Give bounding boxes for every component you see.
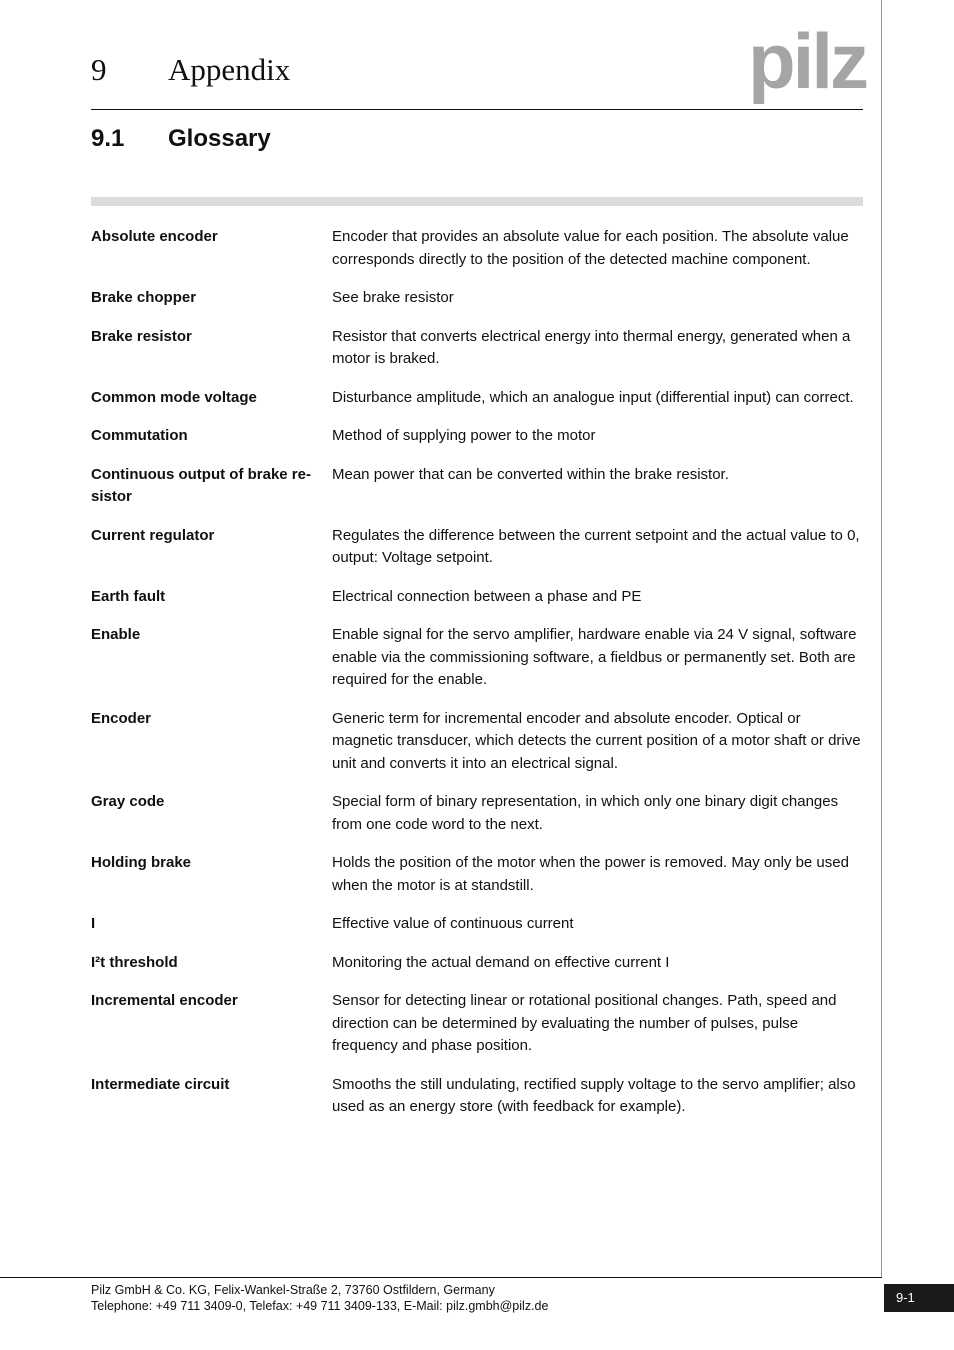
glossary-term: I²t threshold: [91, 953, 178, 971]
glossary-entry: [91, 1074, 863, 1119]
pilz-logo: pilz: [748, 17, 866, 105]
margin-divider: [881, 0, 882, 1277]
header-rule: [91, 109, 863, 110]
glossary-entry: [91, 387, 863, 410]
glossary-definition: See brake resistor: [332, 289, 454, 306]
glossary-term: Continuous output of brake resistor: [91, 465, 311, 505]
glossary-definition: Holds the position of the motor when the power is removed. May only be used when the motor is at standstill.: [332, 854, 849, 894]
section-number: 9.1: [91, 125, 125, 152]
glossary-entry: [91, 226, 863, 271]
glossary-term: Commutation: [91, 427, 188, 444]
glossary-term: Brake chopper: [91, 289, 197, 306]
table-header-bar: [91, 197, 863, 206]
glossary-entry: [91, 425, 863, 448]
glossary-entry: [91, 952, 863, 975]
glossary-term: Enable: [91, 626, 141, 643]
glossary-term: Brake resistor: [91, 327, 192, 345]
glossary-entry: [91, 586, 863, 609]
glossary-definition: Sensor for detecting linear or rotational positional changes. Path, speed and direction can be determined by evaluating the number of pulses, pulse frequency and phase position.: [332, 992, 837, 1054]
glossary-table: [91, 226, 863, 1135]
glossary-term: Common mode voltage: [91, 388, 257, 406]
glossary-entry: [91, 326, 863, 371]
footer-rule: [0, 1277, 882, 1278]
glossary-definition: Monitoring the actual demand on effective current I: [332, 953, 670, 971]
glossary-term: Current regulator: [91, 526, 215, 544]
glossary-term: Earth fault: [91, 587, 166, 605]
glossary-definition: Enable signal for the servo amplifier, hardware enable via 24 V signal, software enable via the commissioning software, a fieldbus or permanently set. Both are required for the enable.: [332, 626, 857, 688]
glossary-definition: Resistor that converts electrical energy into thermal energy, generated when a motor is braked.: [332, 327, 851, 367]
glossary-definition: Generic term for incremental encoder and absolute encoder. Optical or magnetic transducer, which detects the current position of a motor shaft or drive unit and converts it into an electrical signal.: [332, 709, 861, 772]
glossary-entry: [91, 852, 863, 897]
glossary-term: Gray code: [91, 793, 165, 810]
glossary-term: Absolute encoder: [91, 228, 218, 245]
glossary-term: Encoder: [91, 709, 152, 727]
glossary-definition: Special form of binary representation, in which only one binary digit changes from one code word to the next.: [332, 793, 839, 833]
glossary-definition: Electrical connection between a phase and PE: [332, 587, 642, 605]
glossary-definition: Effective value of continuous current: [332, 915, 574, 932]
glossary-definition: Method of supplying power to the motor: [332, 427, 596, 444]
glossary-entry: [91, 525, 863, 570]
glossary-entry: [91, 287, 863, 310]
glossary-term: Incremental encoder: [91, 992, 238, 1009]
chapter-number: 9: [91, 52, 107, 87]
chapter-title: Appendix: [168, 52, 291, 87]
glossary-term: Holding brake: [91, 854, 192, 871]
glossary-term: I: [91, 915, 96, 932]
glossary-entry: [91, 913, 863, 936]
glossary-entry: [91, 624, 863, 692]
glossary-term: Intermediate circuit: [91, 1075, 230, 1093]
glossary-definition: Disturbance amplitude, which an analogue input (differential input) can correct.: [332, 388, 854, 406]
footer-address: Pilz GmbH & Co. KG, Felix-Wankel-Straße 2, 73760 Ostfildern, Germany: [91, 1283, 495, 1297]
glossary-definition: Regulates the difference between the current setpoint and the actual value to 0, output: Voltage setpoint.: [332, 526, 860, 566]
glossary-entry: [91, 791, 863, 836]
glossary-definition: Smooths the still undulating, rectified supply voltage to the servo amplifier; also used as an energy store (with feedback for example).: [332, 1075, 856, 1115]
footer-contact: Telephone: +49 711 3409-0, Telefax: +49 711 3409-133, E-Mail: pilz.gmbh@pilz.de: [91, 1299, 549, 1313]
page-number: 9-1: [884, 1284, 954, 1312]
glossary-definition: Mean power that can be converted within the brake resistor.: [332, 465, 729, 483]
glossary-definition: Encoder that provides an absolute value for each position. The absolute value corresponds directly to the position of the detected machine component.: [332, 228, 849, 268]
section-title: Glossary: [168, 125, 271, 152]
glossary-entry: [91, 708, 863, 776]
glossary-entry: [91, 990, 863, 1058]
glossary-entry: [91, 464, 863, 509]
